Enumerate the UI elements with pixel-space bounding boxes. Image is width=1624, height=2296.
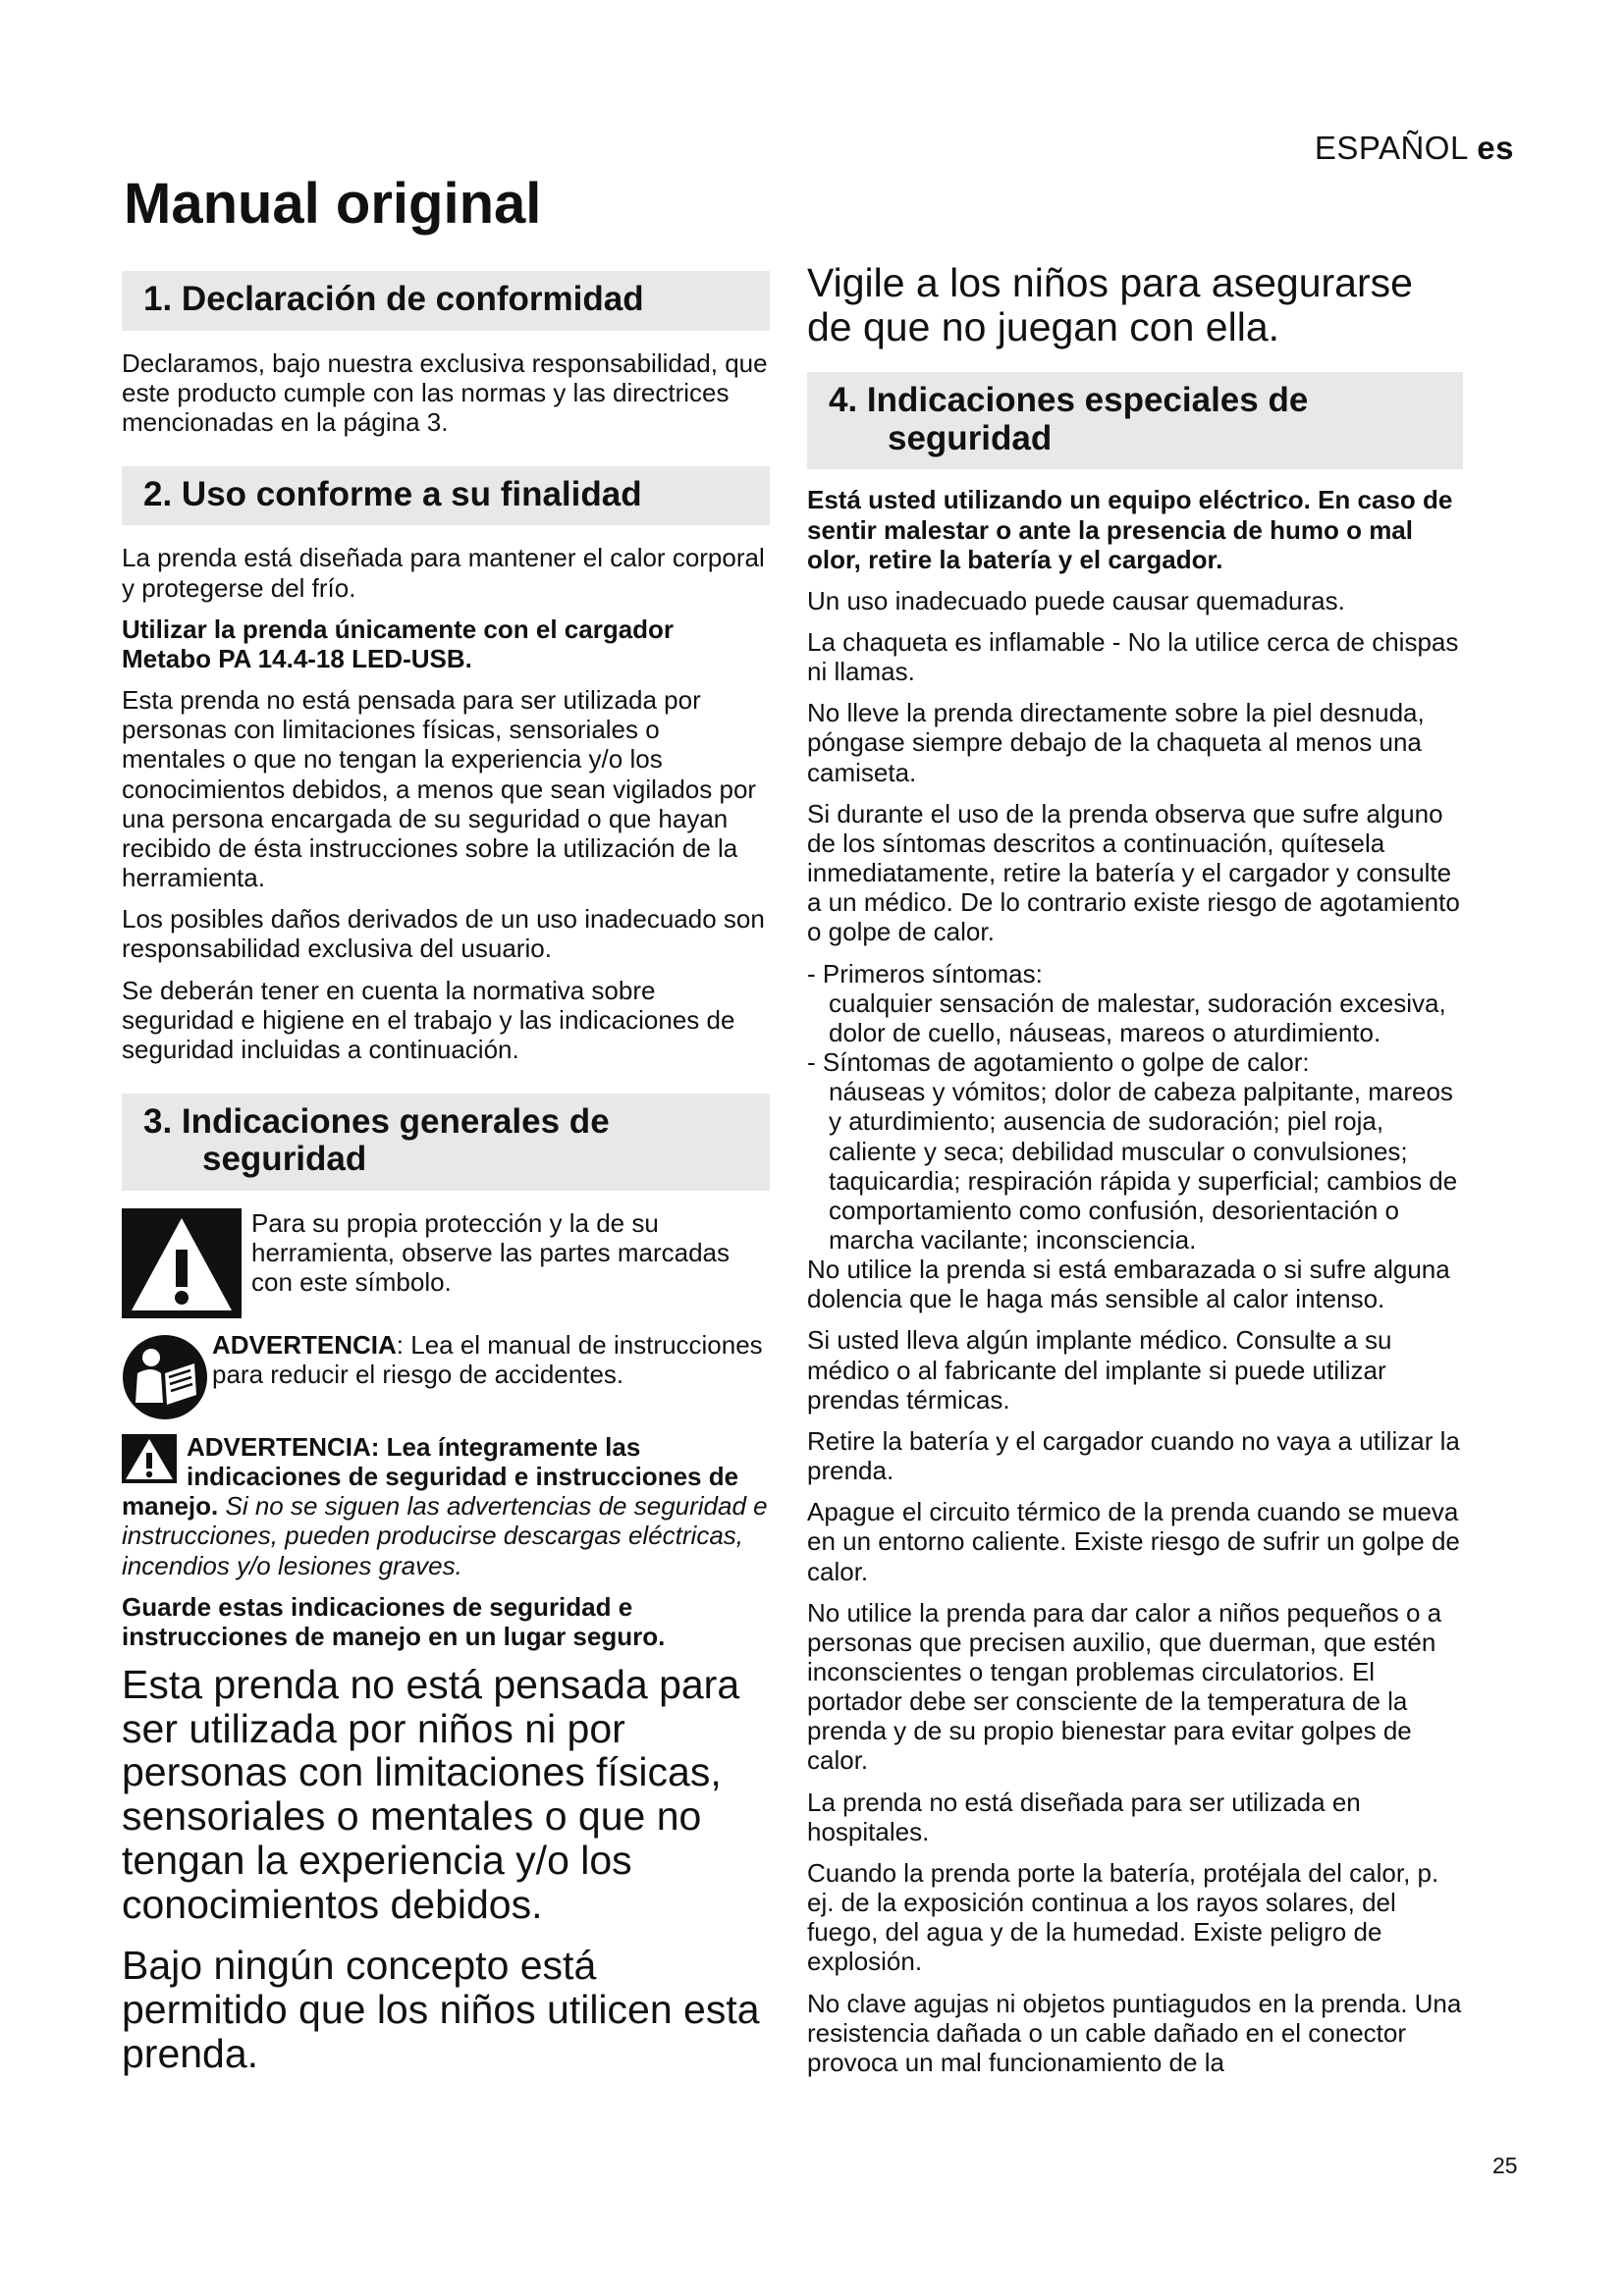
vulnerable-persons-note: No utilice la prenda para dar calor a niños pequeños o a personas que precisen auxilio, que duerman, que estén inconscientes o tengan problemas circulatorios. El portador debe ser consciente de la temperatura de la prenda y de su propio bienestar para evitar golpes de calor. bbox=[807, 1597, 1442, 1776]
intended-use-text: La prenda está diseñada para mantener el calor corporal y protegerse del frío. bbox=[122, 543, 765, 603]
implant-note: Si usted lleva algún implante médico. Consulte a su médico o al fabricante del implante si puede utilizar prendas térmicas. bbox=[807, 1325, 1392, 1415]
read-manual-text: ADVERTENCIA: Lea el manual de instrucciones para reducir el riesgo de accidentes. bbox=[212, 1329, 763, 1390]
language-name: ESPAÑOL bbox=[1314, 130, 1468, 166]
section-4-heading: 4. Indicaciones especiales de seguridad bbox=[807, 372, 1463, 469]
remove-battery-note: Retire la batería y el cargador cuando no vaya a utilizar la prenda. bbox=[807, 1425, 1460, 1486]
charger-note: Utilizar la prenda únicamente con el cargador Metabo PA 14.4-18 LED-USB. bbox=[122, 614, 675, 673]
symbol-note bbox=[122, 1208, 770, 1318]
symptoms-note: Si durante el uso de la prenda observa que sufre alguno de los síntomas descritos a continuación, quítesela inmediatamente, retire la batería y el cargador y consulte a un médico. De lo contrario existe riesgo de agotamiento o golpe de calor. bbox=[807, 798, 1460, 947]
burns-note: Un uso inadecuado puede causar quemaduras. bbox=[807, 585, 1345, 615]
battery-protection-note: Cuando la prenda porte la batería, protéjala del calor, p. ej. de la exposición continua a los rayos solares, del fuego, del agua y de la humedad. Existe peligro de explosión. bbox=[807, 1857, 1439, 1977]
section-3-heading: 3. Indicaciones generales de seguridad bbox=[122, 1094, 770, 1191]
left-column bbox=[122, 271, 770, 2093]
list-item-text: náuseas y vómitos; dolor de cabeza palpitante, mareos y aturdimiento; ausencia de sudoración; piel roja, caliente y seca; debilidad muscular o convulsiones; taquicardia; respiración rápida y superficial; cambios de comportamiento como confusión, desorientación o marcha vacilante; inconsciencia. bbox=[829, 1077, 1458, 1255]
list-item: - Síntomas de agotamiento o golpe de calor: bbox=[807, 1047, 1310, 1078]
supervise-children-text: Vigile a los niños para asegurarse de que no juegan con ella. bbox=[807, 260, 1413, 349]
language-code: es bbox=[1477, 130, 1514, 166]
list-item-text: cualquier sensación de malestar, sudoración excesiva, dolor de cuello, náuseas, mareos o aturdimiento. bbox=[829, 988, 1446, 1047]
warning-triangle-icon bbox=[122, 1208, 242, 1318]
liability-text: Los posibles daños derivados de un uso inadecuado son responsabilidad exclusiva del usuario. bbox=[122, 904, 765, 964]
document-title: Manual original bbox=[124, 172, 542, 236]
flammable-note: La chaqueta es inflamable - No la utilice cerca de chispas ni llamas. bbox=[807, 627, 1459, 687]
section-1-heading: 1. Declaración de conformidad bbox=[122, 271, 770, 331]
section-2-heading: 2. Uso conforme a su finalidad bbox=[122, 466, 770, 526]
read-manual-note bbox=[122, 1330, 770, 1420]
needles-note: No clave agujas ni objetos puntiagudos en la prenda. Una resistencia dañada o un cable dañado en el conector provoca un mal funcionamiento de la bbox=[807, 1988, 1462, 2077]
list-item: - Primeros síntomas: bbox=[807, 958, 1043, 988]
children-warning-2: Bajo ningún concepto está permitido que los niños utilicen esta prenda. bbox=[122, 1943, 760, 2076]
electrical-equipment-note: Está usted utilizando un equipo eléctrico. En caso de sentir malestar o ante la presencia de humo o mal olor, retire la batería y el cargador. bbox=[807, 485, 1453, 574]
language-header bbox=[1315, 130, 1514, 167]
symbol-note-text: Para su propia protección y la de su herramienta, observe las partes marcadas con este símbolo. bbox=[251, 1207, 731, 1298]
page-number: 25 bbox=[1492, 2153, 1518, 2178]
hospital-note: La prenda no está diseñada para ser utilizada en hospitales. bbox=[807, 1787, 1361, 1846]
safety-warning: ADVERTENCIA: Lea íntegramente las indicaciones de seguridad e instrucciones de manejo. Si no se siguen las advertencias de seguridad e instrucciones, pueden producirse descargas eléctricas, incendios y/o lesiones graves. bbox=[122, 1431, 768, 1580]
right-column bbox=[807, 260, 1463, 2089]
children-warning-1: Esta prenda no está pensada para ser utilizada por niños ni por personas con limitaciones físicas, sensoriales o mentales o que no tengan la experiencia y/o los conocimientos debidos. bbox=[122, 1662, 740, 1927]
pregnancy-note: No utilice la prenda si está embarazada o si sufre alguna dolencia que le haga más sensible al calor intenso. bbox=[807, 1255, 1450, 1314]
read-manual-icon bbox=[122, 1334, 208, 1420]
limitations-text: Esta prenda no está pensada para ser utilizada por personas con limitaciones físicas, sensoriales o mentales o que no tengan la experiencia y/o los conocimientos debidos, a menos que sean vigilados por una persona encargada de su seguridad o que hayan recibido de ésta instrucciones sobre la utilización de la herramienta. bbox=[122, 685, 757, 893]
regulations-text: Se deberán tener en cuenta la normativa sobre seguridad e higiene en el trabajo y las indicaciones de seguridad incluidas a continuación. bbox=[122, 975, 735, 1064]
skin-note: No lleve la prenda directamente sobre la piel desnuda, póngase siempre debajo de la chaqueta al menos una camiseta. bbox=[807, 698, 1425, 787]
symptoms-list bbox=[807, 959, 1463, 1255]
hot-environment-note: Apague el circuito térmico de la prenda cuando se mueva en un entorno caliente. Existe riesgo de sufrir un golpe de calor. bbox=[807, 1497, 1460, 1586]
keep-instructions-text: Guarde estas indicaciones de seguridad e instrucciones de manejo en un lugar seguro. bbox=[122, 1591, 666, 1651]
small-warning-triangle-icon bbox=[122, 1434, 177, 1489]
declaration-text: Declaramos, bajo nuestra exclusiva responsabilidad, que este producto cumple con las normas y las directrices mencionadas en la página 3. bbox=[122, 347, 768, 437]
